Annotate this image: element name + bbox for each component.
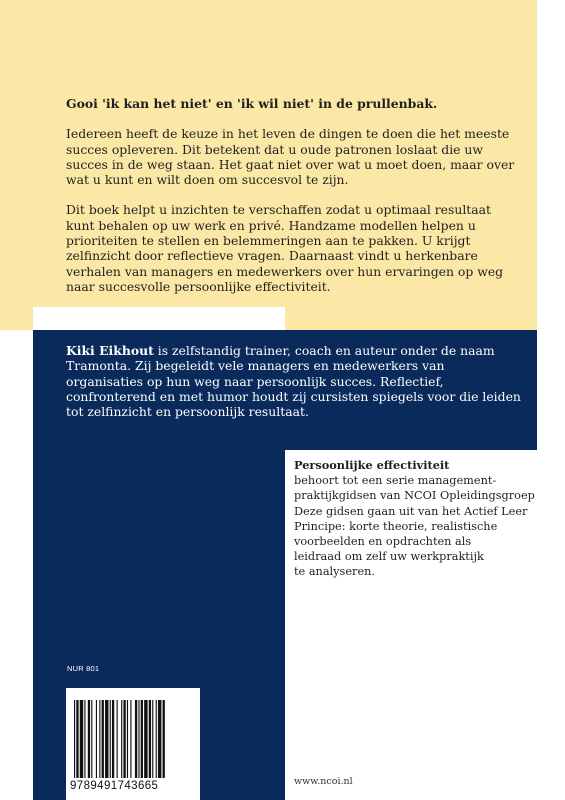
series-line: te analyseren. xyxy=(294,565,375,579)
series-line: behoort tot een serie management- xyxy=(294,474,497,488)
series-title: Persoonlijke effectiviteit xyxy=(294,458,450,472)
nur-code: NUR 801 xyxy=(67,664,100,673)
author-bio-text: is zelfstandig trainer, coach en auteur onder de naam Tramonta. Zij begeleidt vele managers en medewerkers van organisaties op hun weg naar persoonlijk succes. Reflectief, confronterend en met humor houdt zij cursisten spiegels voor die leiden tot zelfinzicht en persoonlijk resultaat. xyxy=(66,343,521,420)
blurb-headline: Gooi 'ik kan het niet' en 'ik wil niet' in de prullenbak. xyxy=(66,96,438,111)
isbn-number: 9789491743665 xyxy=(70,780,159,792)
barcode-bars xyxy=(74,700,192,780)
blurb-paragraph-1: Iedereen heeft de keuze in het leven de dingen te doen die het meeste succes opleveren. Dit betekent dat u oude patronen loslaat die uw succes in de weg staan. Het gaat niet over wat u moet doen, maar over wat u kunt en wilt doen om succesvol te zijn. xyxy=(66,126,515,188)
series-line: Principe: korte theorie, realistische xyxy=(294,519,498,533)
series-line: Deze gidsen gaan uit van het Actief Leer xyxy=(294,504,528,518)
white-notch xyxy=(33,307,285,331)
website-link[interactable]: www.ncoi.nl xyxy=(294,776,353,787)
series-line: leidraad om zelf uw werkpraktijk xyxy=(294,550,484,564)
blurb-paragraph-2: Dit boek helpt u inzichten te verschaffen zodat u optimaal resultaat kunt behalen op uw werk en privé. Handzame modellen helpen u prioriteiten te stellen en belemmeringen aan te pakken. U krijgt zelfinzicht door reflectieve vragen. Daarnaast vindt u herkenbare verhalen van managers en medewerkers over hun ervaringen op weg naar succesvolle persoonlijke effectiviteit. xyxy=(66,202,504,294)
series-line: voorbeelden en opdrachten als xyxy=(294,535,472,549)
author-bio xyxy=(66,343,521,419)
barcode xyxy=(66,688,200,800)
author-name: Kiki Eikhout xyxy=(66,343,154,358)
blurb xyxy=(66,96,521,309)
series-description xyxy=(294,458,535,580)
series-line: praktijkgidsen van NCOI Opleidingsgroep xyxy=(294,489,535,503)
